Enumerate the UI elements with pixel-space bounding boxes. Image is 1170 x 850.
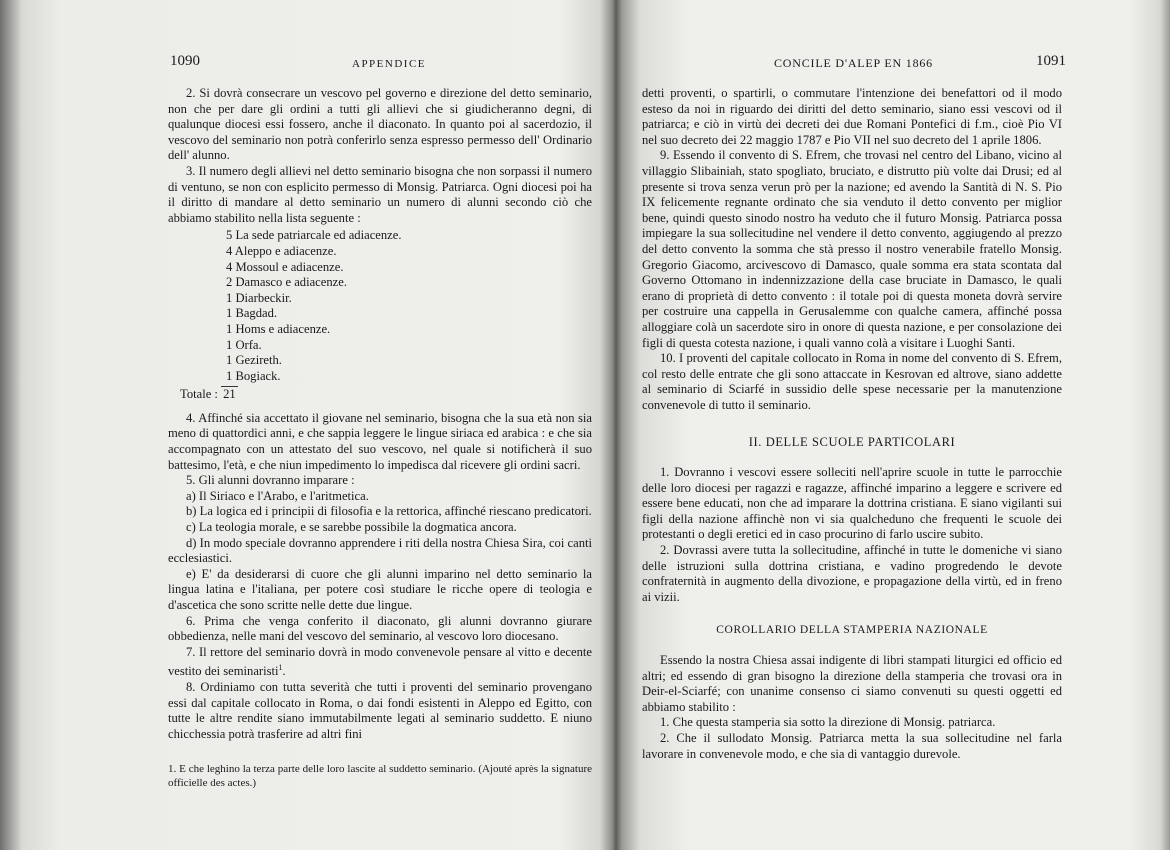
left-page-number: 1090 [170, 53, 200, 69]
total-label: Totale : [180, 387, 218, 402]
left-body-text [168, 86, 592, 743]
paragraph-5: 5. Gli alunni dovranno imparare : [186, 473, 355, 488]
footnote: 1. E che leghino la terza parte delle loro lascite al suddetto seminario. (Ajouté après la signature officielle des actes.) [168, 763, 592, 789]
list-item: 5 La sede patriarcale ed adiacenze. [226, 228, 402, 243]
list-item: 1 Orfa. [226, 337, 262, 352]
list-item: 4 Mossoul e adiacenze. [226, 259, 344, 274]
list-item: 4 Aleppo e adiacenze. [226, 243, 337, 258]
corollary-paragraph: Essendo la nostra Chiesa assai indigente di libri stampati liturgici ed officio ed altri; ed essendo di gran bisogno la direzione della stamperia che trovasi ora in Deir-el-Sciarfé; con unanime consenso ci siamo convenuti su questi oggetti ed abbiamo stabilito : [642, 653, 1062, 714]
list-item: 1 Bagdad. [226, 306, 278, 321]
left-running-title: APPENDICE [352, 58, 427, 70]
paragraph-7-text: 7. Il rettore del seminario dovrà in modo convenevole pensare al vitto e decente vestito dei seminaristi [168, 644, 592, 679]
right-running-title: CONCILE D'ALEP EN 1866 [774, 56, 933, 70]
paragraph-3: 3. Il numero degli allievi nel detto seminario bisogna che non sorpassi il numero di ventuno, se non con esplicito permesso di Monsig. Patriarca. Ogni diocesi poi ha il diritto di mandare al detto seminario un numero di alunni secondo ciò che abbiamo stabilito nella lista seguente : [168, 163, 592, 225]
paragraph-7 [168, 645, 592, 680]
paragraph-5a: a) Il Siriaco e l'Arabo, e l'aritmetica. [186, 488, 369, 503]
paragraph-4: 4. Affinché sia accettato il giovane nel seminario, bisogna che la sua età non sia meno di quattordici anni, e che sappia leggere le lingue siriaca ed arabica : e che sia accompagnato con un attestato del suo vescovo, nel quale si notificherà il suo battesimo, l'età, e che niun impedimento lo impedisca dal ricevere gli ordini sacri. [168, 410, 592, 472]
section-heading: II. DELLE SCUOLE PARTICOLARI [748, 435, 956, 450]
footnote-marker: 1 [278, 663, 283, 673]
section2-paragraph-1: 1. Dovranno i vescovi essere solleciti nell'aprire scuole in tutte le parrocchie delle loro diocesi per ragazzi e ragazze, affinché imparino a leggere e scrivere ed essere bene educati, non che ad imparare la dottrina cristiana. E siano vigilanti sui figli della nazione affinchè non vi sia qualcheduno che frequenti le scuole dei protestanti o degli eretici ed in caso procurino di farlo uscire subito. [642, 465, 1062, 542]
paragraph-5b: b) La logica ed i principii di filosofia e la rettorica, affinché riescano predicatori. [186, 504, 592, 519]
paragraph-continued: detti proventi, o spartirli, o commutare l'intenzione dei benefattori od il modo esteso da noi in riguardo dei diritti del detto seminario, siano essi vescovi od il patriarca; e ciò in virtù dei decreti dei due Romani Pontefici di f.m., cioè Pio VI nel suo decreto dei 22 maggio 1787 e Pio VII nel suo decreto del 1 aprile 1806. [642, 86, 1062, 147]
section2-paragraph-2: 2. Dovrassi avere tutta la sollecitudine, affinché in tutte le domeniche vi siano delle istruzioni sulla dottrina cristiana, e vadino progredendo le devote confraternità in augmento della divozione, e propagazione della virtù, ed in freno ai vizii. [642, 543, 1062, 604]
list-item: 1 Diarbeckir. [226, 290, 292, 305]
corollary-heading: COROLLARIO DELLA STAMPERIA NAZIONALE [716, 624, 988, 637]
paragraph-6: 6. Prima che venga conferito il diaconato, gli alunni dovranno giurare obbedienza, nelle mani del vescovo del seminario, al vescovo loro diocesano. [168, 613, 592, 644]
list-item: 1 Homs e adiacenze. [226, 321, 331, 336]
paragraph-5e: e) E' da desiderarsi di cuore che gli alunni imparino nel detto seminario la lingua latina e l'italiana, per potere così studiare le ricche opere di teologia e d'ascetica che sono scritte nelle dette due lingue. [168, 566, 592, 612]
corollary-item-1: 1. Che questa stamperia sia sotto la direzione di Monsig. patriarca. [660, 715, 996, 730]
list-item: 1 Bogiack. [226, 368, 281, 383]
paragraph-5c: c) La teologia morale, e se sarebbe possibile la dogmatica ancora. [186, 520, 517, 535]
paragraph-9: 9. Essendo il convento di S. Efrem, che trovasi nel centro del Libano, vicino al villaggio Slibainiah, stato spogliato, bruciato, e distrutto più volte dai Drusi; ed al presente si trova senza verun prò per la nazione; ed avendo la Santità di N. S. Pio IX felicemente regnante ordinato che sia venduto il detto convento per miglior bene, quindi questo sinodo nostro ha veduto che il futuro Monsig. Patriarca possa impiegare la sua sollecitudine nel vendere il detto convento, aggiugendo al prezzo del detto convento la somma che stà presso il nostro venerabile fratello Monsig. Gregorio Giacomo, arcivescovo di Damasco, quale somma era stata scontata dal Governo Ottomano in indennizzazione della case bruciate in Damasco, le quali erano di proprietà di detto convento : il totale poi di questa moneta dovrà servire per costruire una cappella in Gerusalemme con qualche camera, affinché possa alloggiare colà un sacerdote siro in onore di questa nazione, e per consolazione dei figli di questa cotesta nazione, i quali vanno colà a visitare i Luoghi Santi. [642, 148, 1062, 350]
paragraph-8: 8. Ordiniamo con tutta severità che tutti i proventi del seminario provengano essi dal capitale collocato in Roma, o dai fondi esistenti in Aleppo ed Egitto, con tutte le altre rendite siano immutabilmente legati al seminario suddetto. E niuno chicchessia potrà trasferire ad altri fini [168, 680, 592, 741]
paragraph-10: 10. I proventi del capitale collocato in Roma in nome del convento di S. Efrem, col resto delle entrate che gli sono attaccate in Kesrovan ed altrove, siano addette al seminario di Sciarfé in sussidio delle spese necessarie per la manutenzione convenevole di tutto il seminario. [642, 351, 1062, 412]
corollary-item-2: 2. Che il sullodato Monsig. Patriarca metta la sua sollecitudine nel farla lavorare in convenevole modo, e che sia di vantaggio durevole. [642, 730, 1062, 761]
diocese-list [226, 228, 592, 384]
paragraph-2: 2. Si dovrà consecrare un vescovo pel governo e direzione del detto seminario, non che per dare gli ordini a tutti gli allievi che si giudicheranno degni, di qualunque diocesi essi fossero, anche il diaconato. In quanto poi al sacerdozio, il vescovo del seminario non potrà conferirlo senza espresso permesso dell' Ordinario dell' alunno. [168, 86, 592, 163]
right-page [618, 0, 1170, 850]
list-item: 1 Gezireth. [226, 353, 282, 368]
paragraph-5d: d) In modo speciale dovranno apprendere i riti della nostra Chiesa Sira, coi canti ecclesiastici. [168, 535, 592, 566]
list-item: 2 Damasco e adiacenze. [226, 275, 347, 290]
right-page-number: 1091 [1036, 53, 1066, 69]
list-total [180, 387, 592, 403]
paragraph-7-end: . [282, 664, 286, 679]
total-value: 21 [223, 387, 236, 402]
right-body-text [642, 86, 1062, 762]
